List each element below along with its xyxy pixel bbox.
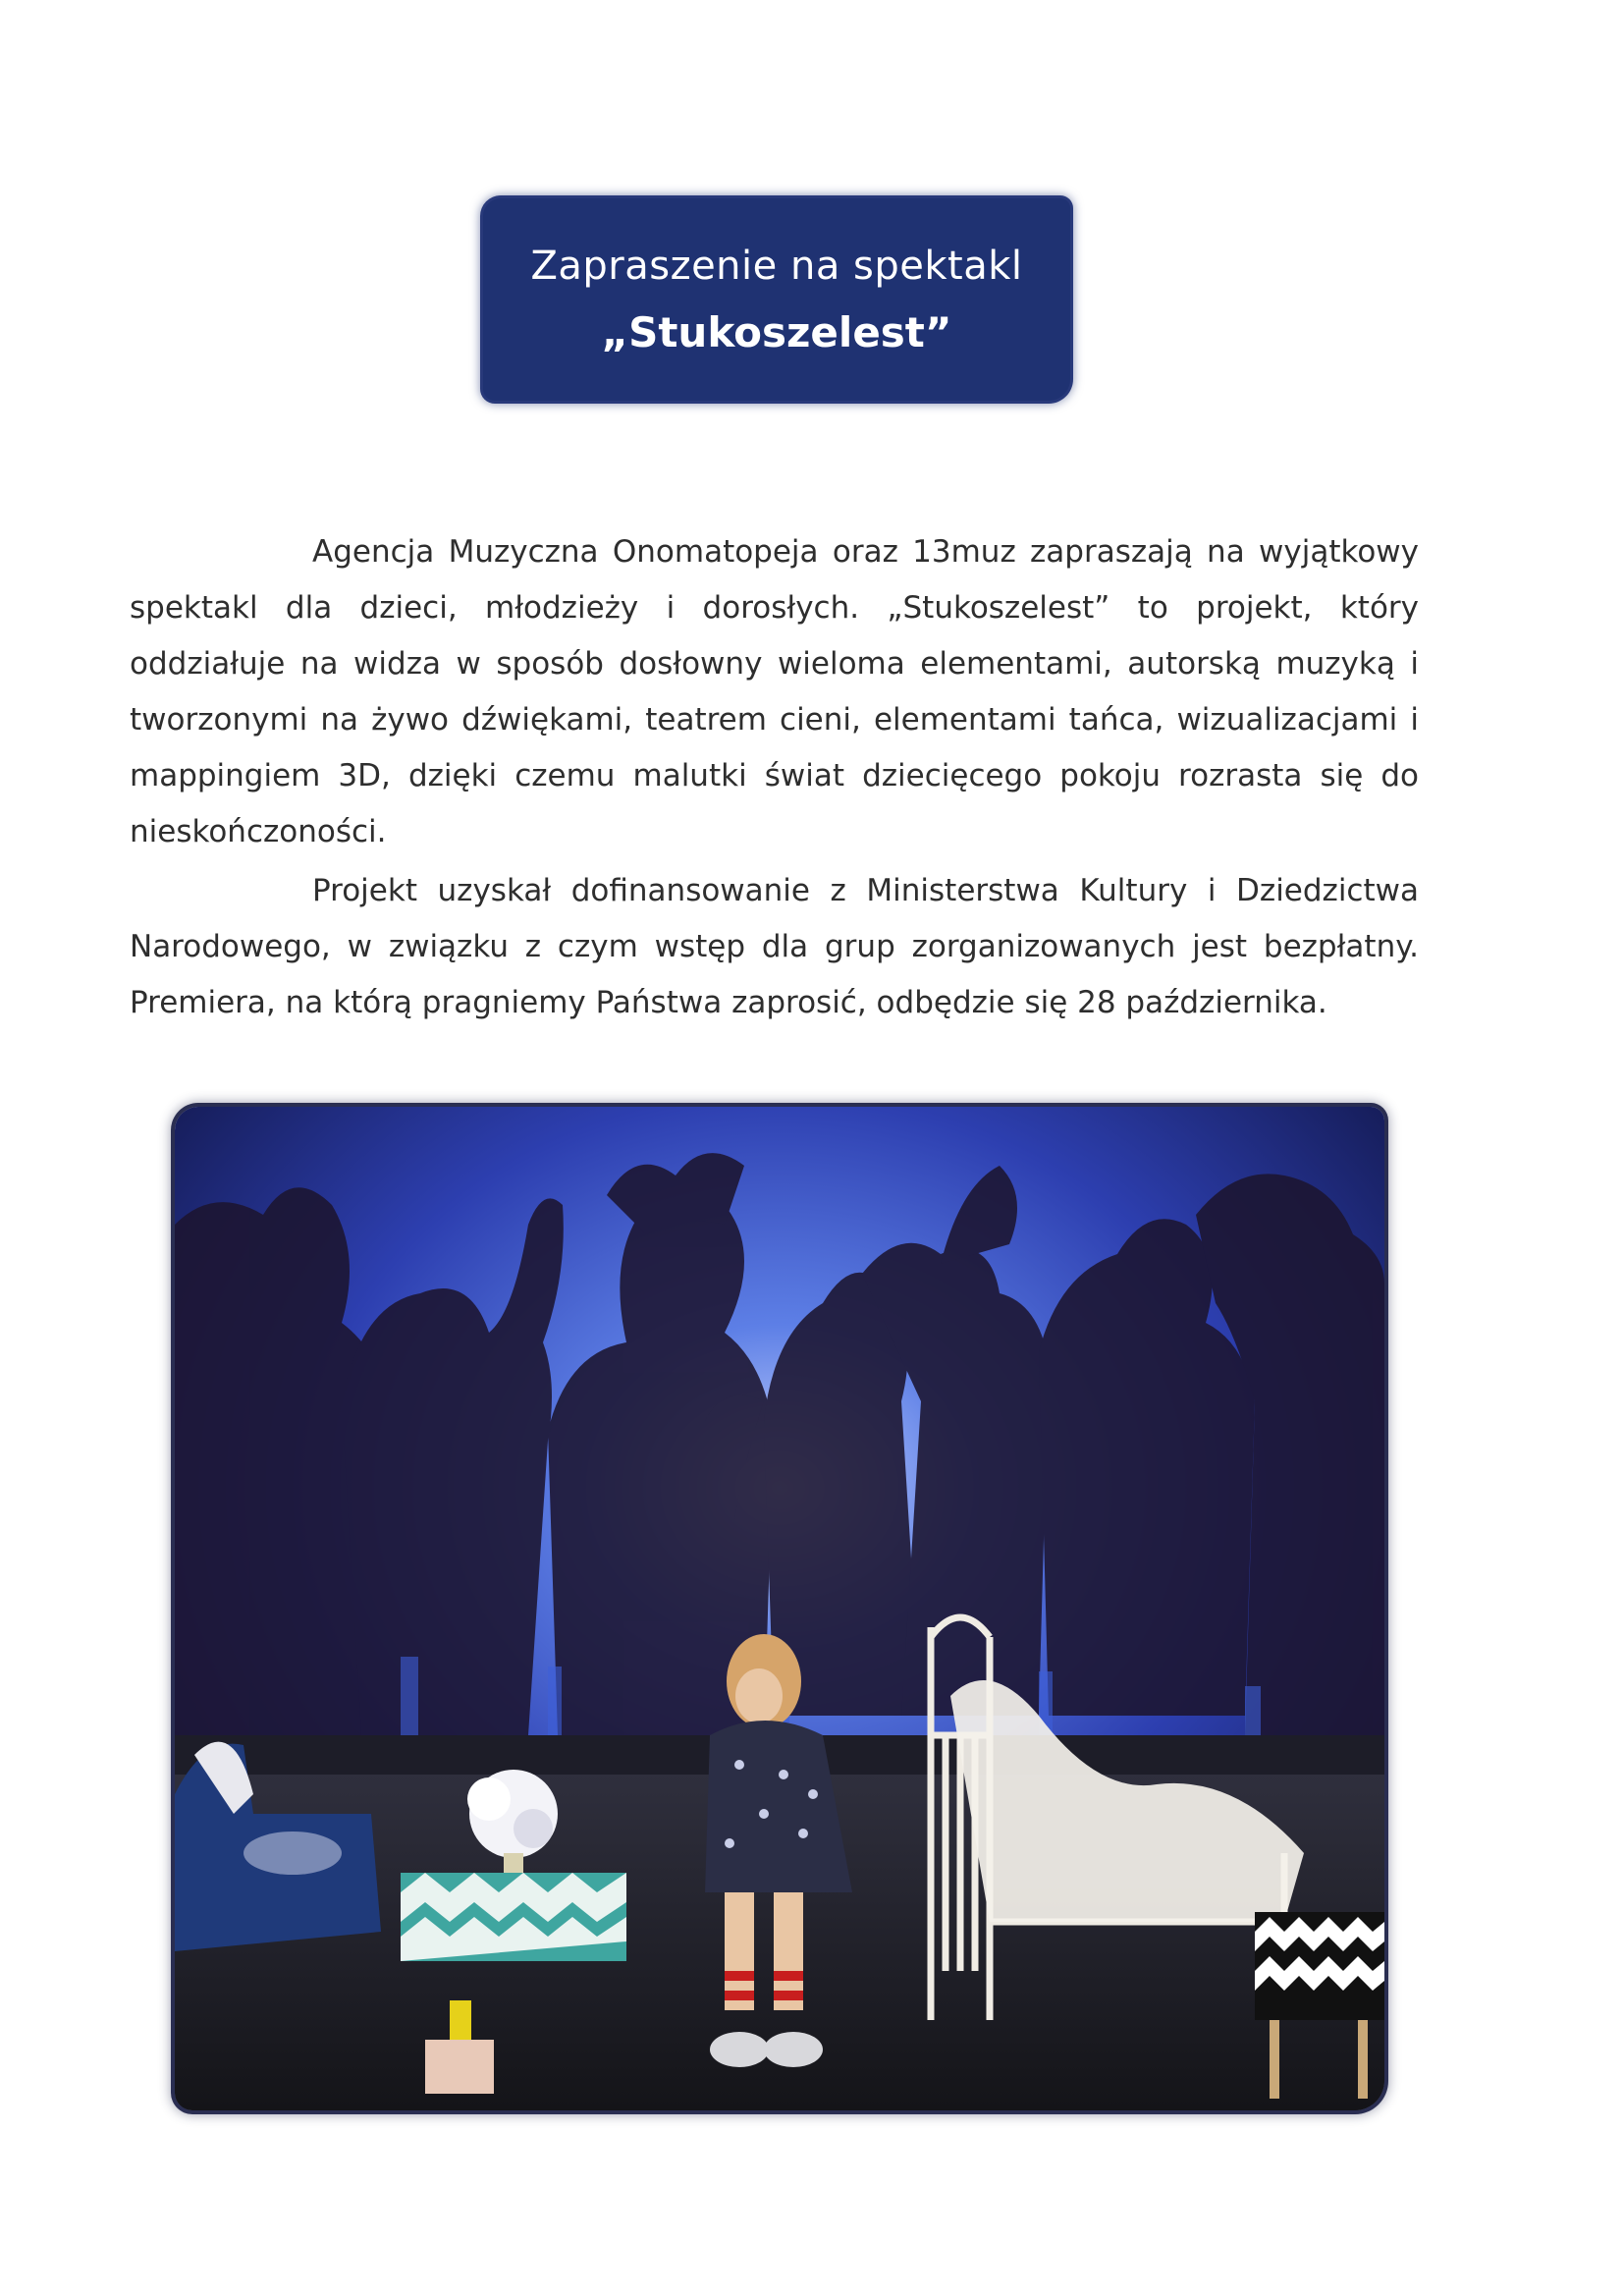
title-show-name: „Stukoszelest” bbox=[601, 307, 952, 356]
stage-photo-icon bbox=[175, 1107, 1384, 2110]
toy-box bbox=[425, 2040, 494, 2094]
paragraph-funding-text: Projekt uzyskał dofinansowanie z Ministerstwa Kultury i Dziedzictwa Narodowego, w związku z czym wstęp dla grup zorganizowanych jest bezpłatny. Premiera, na którą pragniemy Państwa zaprosić, odbędzie się 28 października. bbox=[130, 873, 1419, 1020]
side-table bbox=[401, 1873, 626, 1961]
paragraph-intro-text: Agencja Muzyczna Onomatopeja oraz 13muz zapraszają na wyjątkowy spektakl dla dzieci, młodzieży i dorosłych. „Stukoszelest” to projekt, który oddziałuje na widza w sposób dosłowny wieloma elementami, autorską muzyką i tworzonymi na żywo dźwiękami, teatrem cieni, elementami tańca, wizualizacjami i mappingiem 3D, dzięki czemu malutki świat dziecięcego pokoju rozrasta się do nieskończoności. bbox=[130, 534, 1419, 849]
paragraph-funding bbox=[130, 863, 1419, 1031]
title-banner bbox=[483, 198, 1070, 401]
title-invitation: Zapraszenie na spektakl bbox=[530, 243, 1023, 289]
theatre-stage-photo bbox=[175, 1107, 1384, 2110]
toy-figure bbox=[450, 2000, 471, 2040]
paragraph-intro bbox=[130, 524, 1419, 860]
